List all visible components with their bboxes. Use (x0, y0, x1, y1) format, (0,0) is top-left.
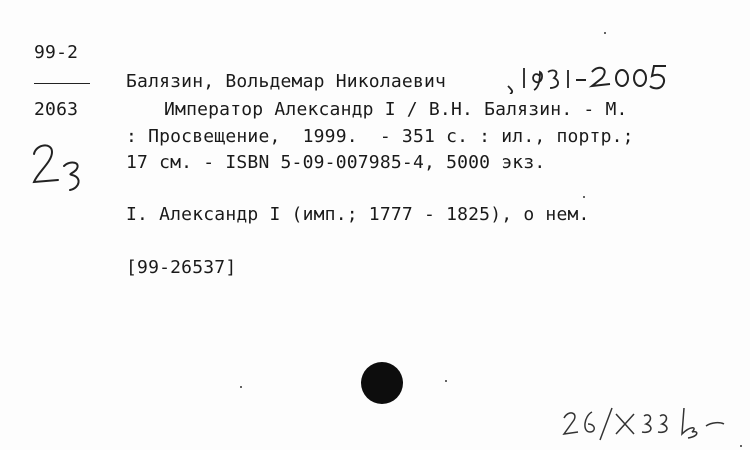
handwritten-dates (506, 60, 676, 94)
control-number: [99-26537] (126, 257, 237, 278)
author-line: Балязин, Вольдемар Николаевич (126, 71, 447, 92)
handwritten-mark (28, 140, 92, 192)
scan-speck (445, 380, 447, 382)
title-line: Император Александр I / В.Н. Балязин. - М. (164, 99, 628, 120)
shelf-mark-divider (34, 83, 90, 84)
imprint-line: : Просвещение, 1999. - 351 с. : ил., портр.; (126, 126, 634, 147)
scan-speck (583, 196, 585, 198)
handwritten-bottom (560, 404, 730, 446)
shelf-mark-top: 99-2 (34, 42, 79, 63)
scan-speck (740, 445, 742, 447)
scan-speck (240, 386, 242, 388)
scan-speck (604, 32, 606, 34)
card-punch-hole (361, 362, 403, 404)
subject-heading: I. Александр I (имп.; 1777 - 1825), о нем. (126, 204, 590, 225)
shelf-mark-bottom: 2063 (34, 99, 79, 120)
size-isbn-line: 17 см. - ISBN 5-09-007985-4, 5000 экз. (126, 152, 546, 173)
